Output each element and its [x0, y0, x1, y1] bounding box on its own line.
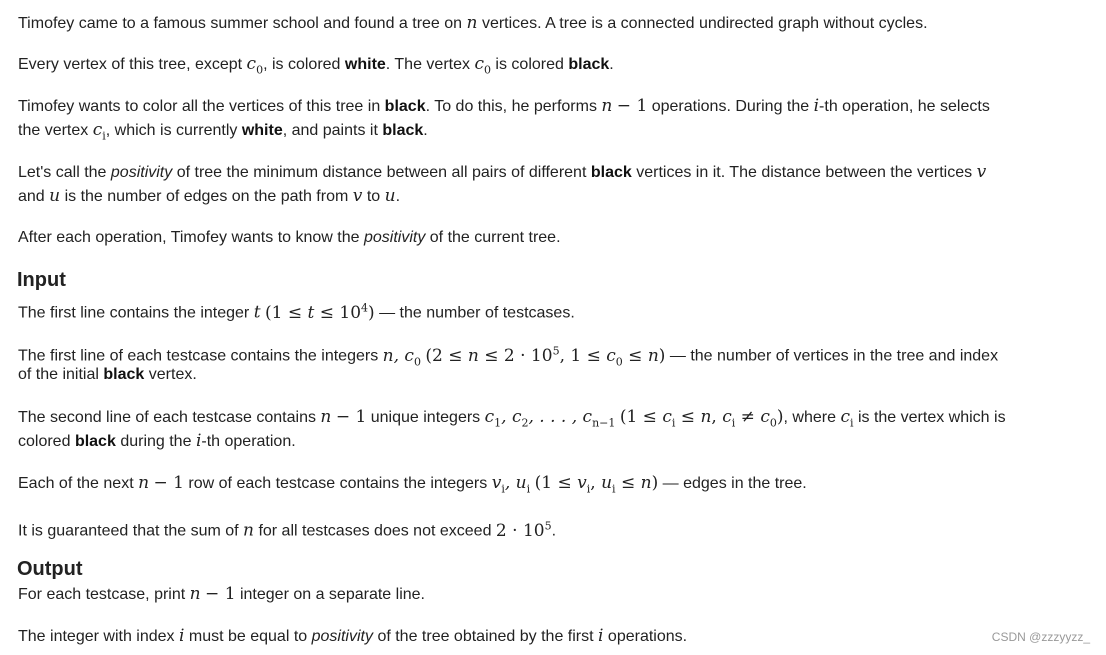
text: operations.	[607, 628, 688, 645]
text: -th operation, he selects	[819, 98, 990, 115]
text: Every vertex of this tree, except	[18, 56, 243, 73]
math-n-minus-1: n	[138, 473, 150, 493]
statement-paragraph-3-line-2: the vertex $c_i$, which is currently white, and paints it black.	[18, 120, 428, 143]
text: The second line of each testcase contains	[18, 409, 316, 426]
text: — the number of testcases.	[379, 304, 575, 322]
bold-black: black	[382, 122, 424, 139]
text: is the vertex which is	[857, 409, 1006, 426]
italic-positivity: positivity	[311, 628, 373, 645]
text: integer on a separate line.	[239, 586, 425, 603]
math-n: n	[243, 520, 254, 541]
math-op: − 1	[205, 584, 236, 604]
math-i: i	[178, 626, 185, 646]
text: operations. During the	[651, 98, 810, 115]
statement-paragraph-2: Every vertex of this tree, except $c_0$, is colored white. The vertex $c_0$ is colored black.	[18, 54, 614, 77]
text: Each of the next	[18, 475, 134, 492]
math-c0: $c_0$	[474, 54, 491, 77]
math-v: v	[352, 186, 363, 206]
statement-paragraph-4-line-2: and u is the number of edges on the path from v to u.	[18, 186, 401, 206]
text: For each testcase, print	[18, 586, 186, 603]
text: Timofey came to a famous summer school and found a tree on	[18, 15, 463, 32]
text: of the initial	[18, 366, 99, 383]
bold-white: white	[344, 56, 386, 73]
text: of tree the minimum distance between all pairs of different	[176, 164, 587, 181]
bold-black: black	[384, 98, 426, 115]
bold-black: black	[590, 164, 632, 181]
math-constraint: $(1 \le t \le 10^4)$	[264, 301, 375, 323]
text: Let's call the	[18, 164, 107, 181]
math-u: u	[49, 186, 61, 206]
output-line-1	[18, 584, 425, 605]
text: vertex.	[148, 366, 197, 383]
text: to	[366, 188, 381, 205]
statement-paragraph-1	[18, 13, 928, 34]
math-op: − 1	[335, 407, 367, 427]
statement-paragraph-4-line-1	[18, 162, 986, 183]
math-v: v	[976, 162, 987, 182]
text: row of each testcase contains the integers	[188, 475, 488, 492]
text: colored	[18, 433, 71, 450]
math-n-c0: n, $c_0$	[382, 345, 421, 369]
math-i: i	[195, 431, 202, 451]
text: The first line contains the integer	[18, 304, 250, 322]
text: , which is currently	[105, 122, 238, 139]
output-heading: Output	[17, 558, 83, 580]
text: — the number of vertices in the tree and index	[669, 347, 999, 365]
text: is the number of edges on the path from	[64, 188, 349, 205]
text: , and paints it	[282, 122, 378, 139]
text: vertices in it. The distance between the vertices	[636, 164, 973, 181]
text: the vertex	[18, 122, 89, 139]
text: The first line of each testcase contains the integers	[18, 347, 379, 365]
input-line-3	[18, 407, 1006, 433]
text: during the	[120, 433, 192, 450]
text: and	[18, 188, 45, 205]
text: for all testcases does not exceed	[258, 522, 492, 540]
text: . The vertex	[385, 56, 470, 73]
math-c0: $c_0$	[246, 54, 264, 77]
statement-paragraph-3-line-1	[18, 96, 990, 117]
math-n: n	[466, 13, 478, 33]
text: It is guaranteed that the sum of	[18, 522, 239, 540]
text: unique integers	[370, 409, 481, 426]
math-n-minus-1: n	[320, 407, 332, 427]
text: , is colored	[263, 56, 341, 73]
text: of the current tree.	[429, 229, 561, 246]
text: After each operation, Timofey wants to know the	[18, 229, 360, 246]
text: is colored	[495, 56, 564, 73]
text: of the tree obtained by the first	[377, 628, 594, 645]
math-i: i	[598, 626, 604, 646]
input-line-4	[18, 473, 807, 499]
math-constraint: ($2 \le n \le 2 \cdot 10^5$, $1 \le c_0 \le n$)	[425, 344, 666, 369]
math-c-sequence: $c_1$, $c_2$, . . . , $c_{n-1}$	[484, 407, 616, 430]
text: The integer with index	[18, 628, 175, 645]
bold-white: white	[241, 122, 283, 139]
math-bound: $2 \cdot 10^5$	[495, 519, 552, 541]
italic-positivity: positivity	[110, 164, 173, 181]
output-line-2	[18, 626, 687, 647]
input-line-2b	[18, 365, 197, 385]
math-constraint: ($1 \le c_i \le n$, $c_i \ne c_0$)	[619, 407, 784, 430]
math-t: t	[253, 302, 261, 323]
text: vertices. A tree is a connected undirected graph without cycles.	[481, 15, 928, 32]
bold-black: black	[74, 433, 116, 450]
input-line-1	[18, 298, 575, 324]
text: , where	[783, 409, 836, 426]
math-i: i	[813, 96, 820, 116]
math-op: − 1	[616, 96, 648, 116]
input-line-5: It is guaranteed that the sum of n for all testcases does not exceed $2 \cdot 10^5$.	[18, 519, 557, 541]
text: . To do this, he performs	[425, 98, 597, 115]
input-heading: Input	[17, 269, 66, 291]
text: Timofey wants to color all the vertices of this tree in	[18, 98, 381, 115]
csdn-watermark: CSDN @zzzyyzz_	[991, 630, 1090, 644]
math-op: − 1	[153, 473, 184, 493]
italic-positivity: positivity	[363, 229, 426, 246]
input-line-3b	[18, 431, 296, 452]
math-u: u	[384, 186, 396, 206]
math-n-minus-1: n	[189, 584, 201, 604]
statement-paragraph-5	[18, 228, 561, 248]
math-ci: $c_i$	[92, 120, 106, 143]
math-constraint: ($1 \le v_i$, $u_i \le n$)	[534, 473, 659, 496]
math-n-minus-1: n	[601, 96, 613, 116]
bold-black: black	[103, 366, 145, 383]
math-ci: $c_i$	[840, 407, 854, 430]
text: — edges in the tree.	[662, 475, 807, 492]
math-vi-ui: $v_i$, $u_i$	[491, 473, 531, 496]
bold-black: black	[568, 56, 610, 73]
text: must be equal to	[188, 628, 308, 645]
text: -th operation.	[201, 433, 296, 450]
